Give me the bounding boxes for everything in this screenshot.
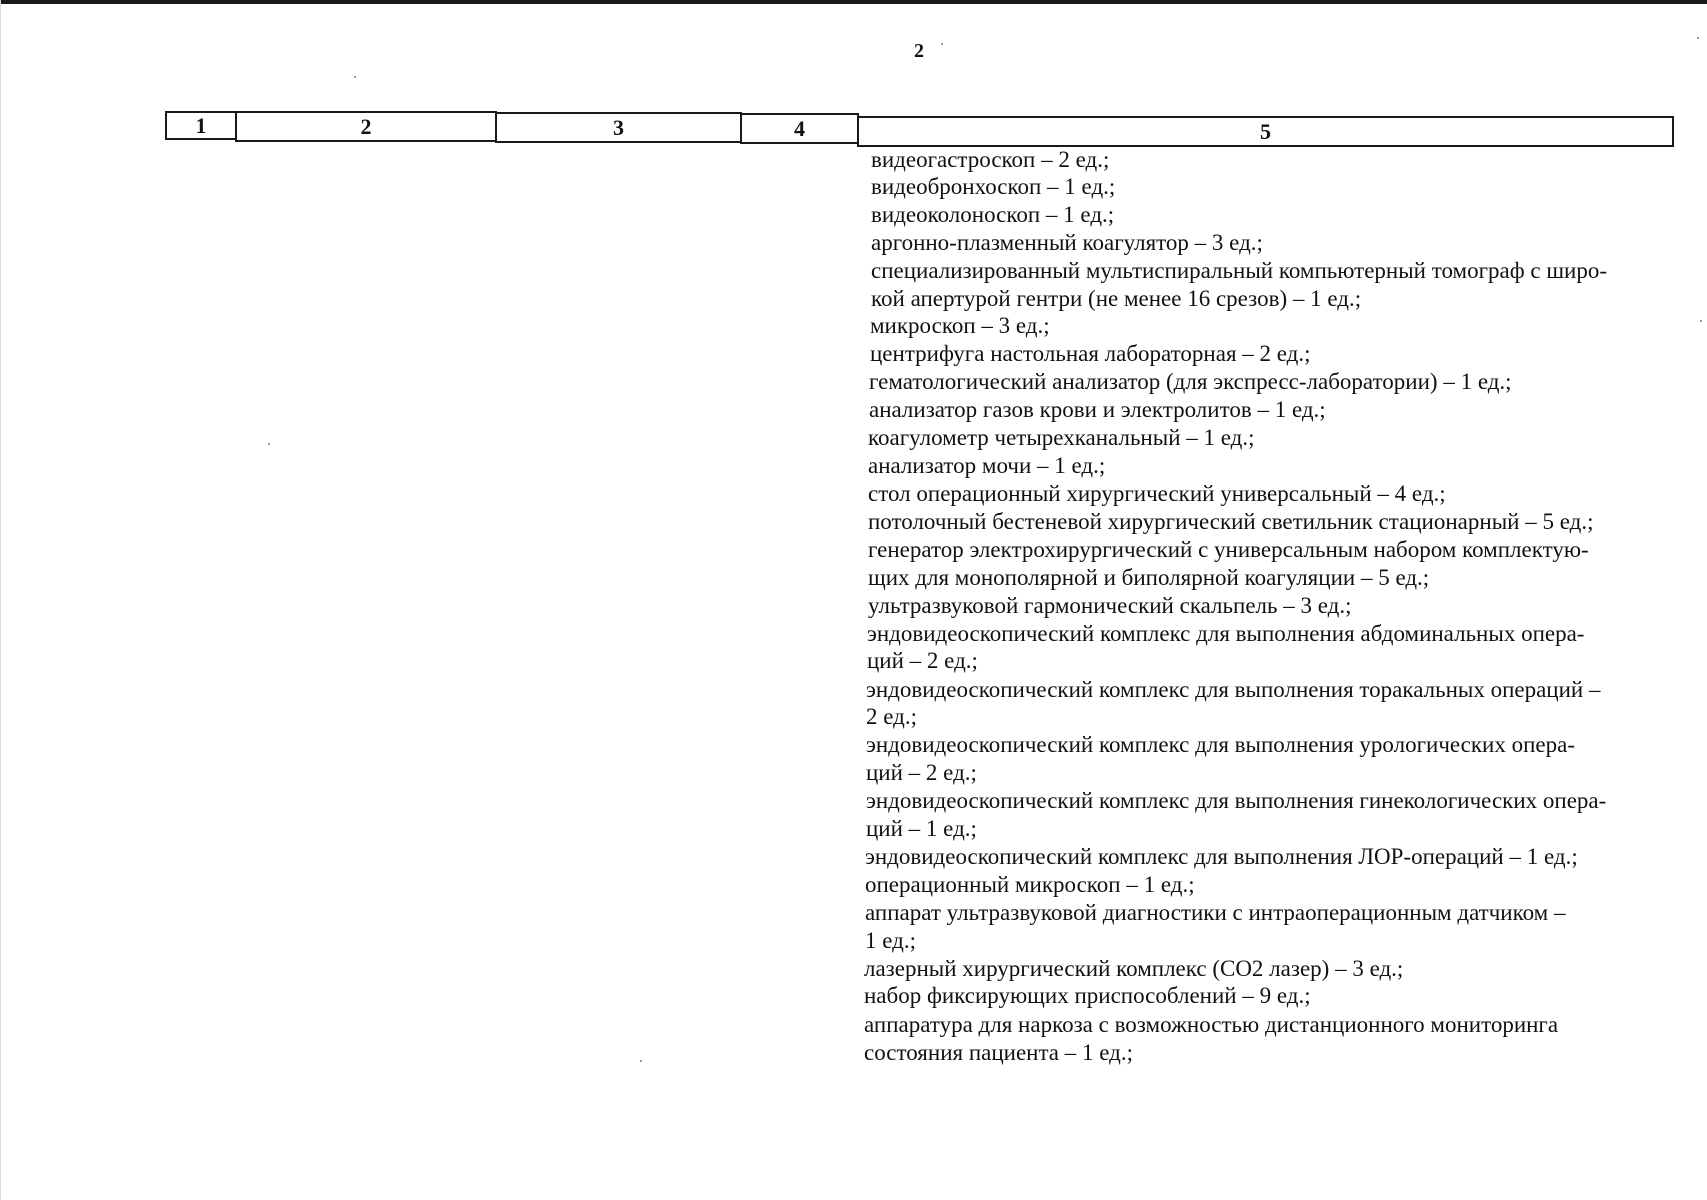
page-number: 2 [914,40,924,62]
list-line: ций – 1 ед.; [866,816,977,841]
list-line: стол операционный хирургический универсальный – 4 ед.; [868,481,1446,506]
list-line: эндовидеоскопический комплекс для выполнения урологических опера- [866,732,1576,757]
list-line: набор фиксирующих приспособлений – 9 ед.; [864,983,1311,1008]
table-header-cell: 3 [495,112,742,143]
list-line: лазерный хирургический комплекс (СО2 лазер) – 3 ед.; [864,956,1404,981]
list-line: операционный микроскоп – 1 ед.; [865,872,1195,897]
list-line: эндовидеоскопический комплекс для выполнения торакальных операций – [866,677,1601,702]
list-line: аргонно-плазменный коагулятор – 3 ед.; [871,230,1263,255]
list-line: состояния пациента – 1 ед.; [864,1040,1134,1065]
list-line: эндовидеоскопический комплекс для выполнения ЛОР-операций – 1 ед.; [865,844,1578,869]
list-line: генератор электрохирургический с универсальным набором комплектую- [868,537,1589,562]
table-header-cell: 2 [235,111,497,142]
list-line: эндовидеоскопический комплекс для выполнения гинекологических опера- [866,788,1607,813]
list-line: ультразвуковой гармонический скальпель – 3 ед.; [868,593,1352,618]
list-line: видеоколоноскоп – 1 ед.; [871,202,1115,227]
list-line: анализатор газов крови и электролитов – 1 ед.; [869,397,1326,422]
list-line: кой апертурой гентри (не менее 16 срезов) – 1 ед.; [871,286,1362,311]
list-line: ций – 2 ед.; [867,648,978,673]
list-line: центрифуга настольная лабораторная – 2 ед.; [870,341,1311,366]
list-line: аппаратура для наркоза с возможностью дистанционного мониторинга [864,1012,1559,1037]
table-header-cell: 5 [857,116,1674,147]
list-line: щих для монополярной и биполярной коагуляции – 5 ед.; [868,565,1430,590]
list-line: 2 ед.; [866,704,917,729]
list-line: 1 ед.; [865,928,916,953]
table-header-cell: 4 [740,113,859,144]
list-line: потолочный бестеневой хирургический светильник стационарный – 5 ед.; [868,509,1594,534]
list-line: аппарат ультразвуковой диагностики с интраоперационным датчиком – [865,900,1566,925]
list-line: коагулометр четырехканальный – 1 ед.; [868,425,1255,450]
list-line: гематологический анализатор (для экспресс-лаборатории) – 1 ед.; [869,369,1512,394]
list-line: анализатор мочи – 1 ед.; [868,453,1106,478]
list-line: микроскоп – 3 ед.; [870,313,1050,338]
list-line: эндовидеоскопический комплекс для выполнения абдоминальных опера- [867,621,1585,646]
list-line: ций – 2 ед.; [866,760,977,785]
table-header-cell: 1 [165,111,237,140]
list-line: видеобронхоскоп – 1 ед.; [871,174,1116,199]
list-line: видеогастроскоп – 2 ед.; [871,147,1110,172]
list-line: специализированный мультиспиральный компьютерный томограф с широ- [871,258,1608,283]
